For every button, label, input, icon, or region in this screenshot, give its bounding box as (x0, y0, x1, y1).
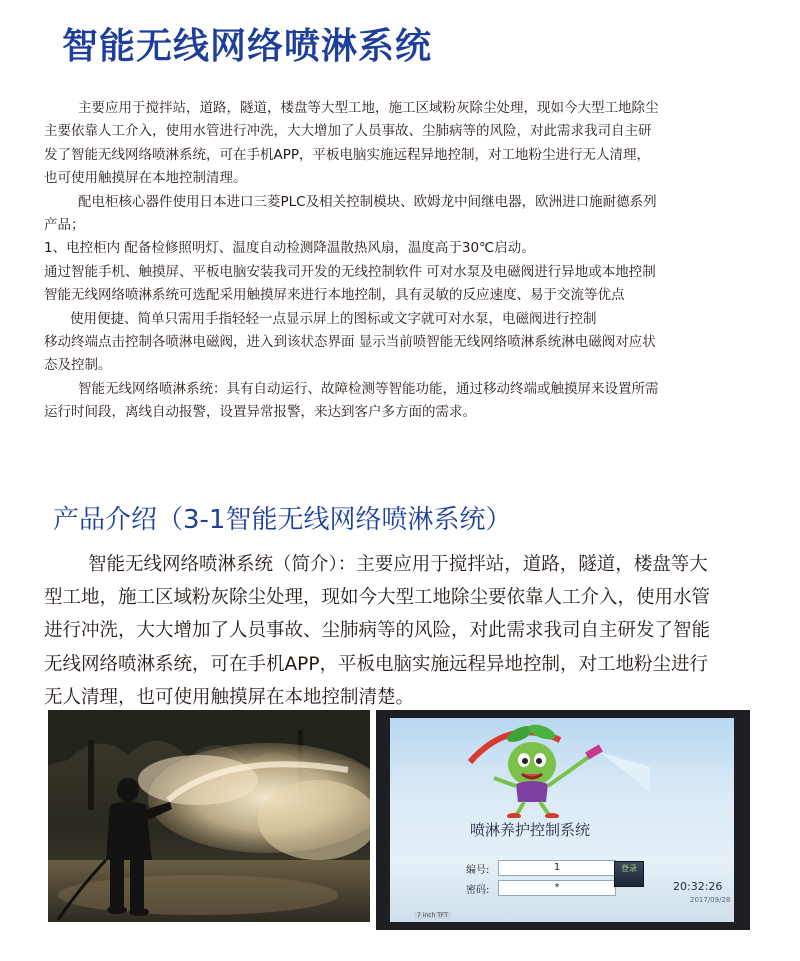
product-line: 型工地，施工区域粉灰除尘处理，现如今大型工地除尘要依靠人工介入，使用水管 (44, 587, 711, 609)
intro-line: 智能无线网络喷淋系统：具有自动运行、故障检测等智能功能，通过移动终端或触摸屏来设置所需 (78, 380, 659, 397)
mascot-logo-icon (450, 722, 650, 818)
spraying-photo-illustration (48, 710, 370, 922)
intro-line: 主要应用于搅拌站，道路，隧道，楼盘等大型工地，施工区域粉灰除尘处理，现如今大型工地除尘 (78, 100, 659, 116)
intro-line: 运行时间段，离线自动报警，设置异常报警，来达到客户多方面的需求。 (44, 404, 476, 421)
date-display: 2017/09/28 (690, 896, 731, 904)
intro-line: 产品； (44, 217, 85, 234)
id-input[interactable]: 1 (498, 860, 616, 876)
product-line: 无人清理，也可使用触摸屏在本地控制清楚。 (44, 686, 415, 708)
intro-line: 态及控制。 (44, 357, 112, 374)
product-section-title: 产品介绍（3-1智能无线网络喷淋系统） (53, 505, 512, 535)
product-description (44, 548, 764, 714)
password-label: 密码: (466, 885, 490, 896)
screen-title: 喷淋养护控制系统 (470, 821, 591, 839)
intro-line: 使用便捷、简单只需用手指轻轻一点显示屏上的图标或文字就可对水泵，电磁阀进行控制 (70, 310, 597, 327)
intro-line: 配电柜核心器件使用日本进口三菱PLC及相关控制模块、欧姆龙中间继电器，欧洲进口施耐德系列 (78, 193, 657, 210)
password-input[interactable]: * (498, 880, 616, 896)
control-screen-photo (376, 710, 750, 930)
intro-line: 主要依靠人工介入，使用水管进行冲洗，大大增加了人员事故、尘肺病等的风险，对此需求我司自主研 (44, 123, 652, 140)
intro-line: 通过智能手机、触摸屏、平板电脑安装我司开发的无线控制软件 可对水泵及电磁阀进行异地或本地控制 (44, 263, 656, 280)
intro-line: 智能无线网络喷淋系统可选配采用触摸屏来进行本地控制，具有灵敏的反应速度、易于交流等优点 (44, 287, 625, 304)
clock-display: 20:32:26 (673, 880, 723, 893)
product-line: 无线网络喷淋系统，可在手机APP，平板电脑实施远程异地控制，对工地粉尘进行 (44, 653, 708, 675)
screen-size-tag: 7 inch TFT (414, 912, 451, 919)
intro-line: 移动终端点击控制各喷淋电磁阀，进入到该状态界面 显示当前喷智能无线网络喷淋系统淋电磁阀对应状 (44, 334, 656, 351)
intro-paragraph (44, 97, 774, 425)
page-title: 智能无线网络喷淋系统 (62, 26, 433, 67)
touch-screen (390, 718, 734, 922)
intro-line: 也可使用触摸屏在本地控制清理。 (44, 170, 247, 187)
intro-line: 1、电控柜内 配备检修照明灯、温度自动检测降温散热风扇，温度高于30℃启动。 (44, 240, 535, 257)
product-line: 智能无线网络喷淋系统（简介）：主要应用于搅拌站，道路，隧道，楼盘等大 (88, 554, 708, 575)
product-line: 进行冲洗，大大增加了人员事故、尘肺病等的风险，对此需求我司自主研发了智能 (44, 620, 711, 642)
login-button[interactable]: 登录 (614, 861, 644, 887)
intro-line: 发了智能无线网络喷淋系统，可在手机APP，平板电脑实施远程异地控制，对工地粉尘进行无人清理， (44, 146, 651, 163)
id-label: 编号: (466, 865, 490, 876)
spraying-photo (48, 710, 370, 922)
